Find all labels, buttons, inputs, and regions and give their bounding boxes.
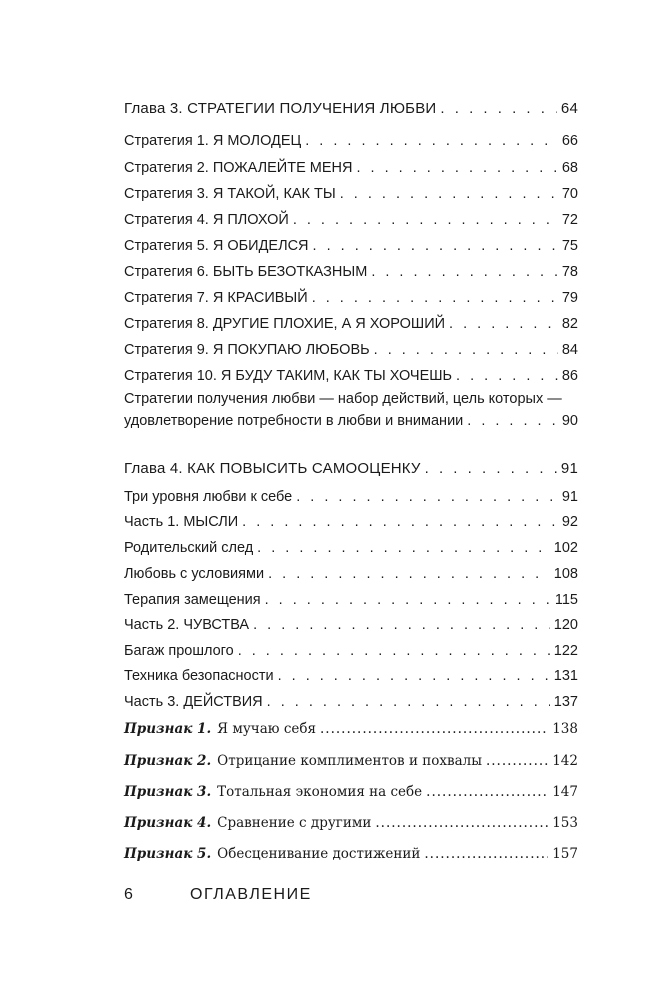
dot-leader <box>268 566 550 582</box>
toc-entry <box>124 413 578 429</box>
dot-leader <box>440 100 556 117</box>
chapter-title: Глава 4. КАК ПОВЫСИТЬ САМООЦЕНКУ <box>124 460 421 477</box>
dot-leader <box>375 815 548 831</box>
toc-entry <box>124 186 578 202</box>
chapter-3-heading <box>124 100 578 117</box>
entry-title-line1: Стратегии получения любви — набор действий, цель которых — <box>124 391 562 407</box>
sign-label: Признак 3. <box>124 784 212 800</box>
toc-entry <box>124 316 578 332</box>
dot-leader <box>371 264 558 280</box>
toc-entry <box>124 514 578 530</box>
footer-section-title: ОГЛАВЛЕНИЕ <box>190 886 312 903</box>
entry-title: Тотальная экономия на себе <box>217 784 423 800</box>
footer-page-number: 6 <box>124 886 133 903</box>
page-number: 147 <box>552 784 578 800</box>
entry-title: Терапия замещения <box>124 592 261 608</box>
entry-title-line2: удовлетворение потребности в любви и внимании <box>124 413 464 429</box>
chapter-4-heading <box>124 460 578 477</box>
sign-label: Признак 4. <box>124 815 212 831</box>
entry-title: Стратегия 6. БЫТЬ БЕЗОТКАЗНЫМ <box>124 264 368 280</box>
entry-title: Часть 2. ЧУВСТВА <box>124 617 250 633</box>
entry-title: Багаж прошлого <box>124 643 234 659</box>
toc-entry <box>124 133 578 149</box>
toc-entry <box>124 489 578 505</box>
page-number: 82 <box>561 316 578 332</box>
page-number: 131 <box>553 668 578 684</box>
toc-sign-entry <box>124 815 578 831</box>
page-number: 72 <box>561 212 578 228</box>
entry-title: Отрицание комплиментов и похвалы <box>217 753 482 769</box>
page-number: 122 <box>553 643 578 659</box>
dot-leader <box>253 617 550 633</box>
toc-entry <box>124 264 578 280</box>
page-number: 70 <box>561 186 578 202</box>
entry-title: Стратегия 4. Я ПЛОХОЙ <box>124 212 289 228</box>
toc-entry <box>124 290 578 306</box>
entry-title: Обесценивание достижений <box>217 846 421 862</box>
entry-title: Часть 3. ДЕЙСТВИЯ <box>124 694 263 710</box>
dot-leader <box>374 342 558 358</box>
toc-entry <box>124 160 578 176</box>
dot-leader <box>456 368 558 384</box>
dot-leader <box>356 160 557 176</box>
page-number: 64 <box>560 100 578 117</box>
toc-sign-entry <box>124 753 578 769</box>
dot-leader <box>305 133 558 149</box>
toc-entry <box>124 368 578 384</box>
entry-title: Стратегия 9. Я ПОКУПАЮ ЛЮБОВЬ <box>124 342 370 358</box>
dot-leader <box>257 540 550 556</box>
toc-entry-multiline <box>124 391 578 407</box>
entry-title: Стратегия 8. ДРУГИЕ ПЛОХИЕ, А Я ХОРОШИЙ <box>124 316 446 332</box>
dot-leader <box>426 784 548 800</box>
page-number: 120 <box>553 617 578 633</box>
entry-title: Стратегия 3. Я ТАКОЙ, КАК ТЫ <box>124 186 336 202</box>
entry-title: Техника безопасности <box>124 668 274 684</box>
dot-leader <box>296 489 558 505</box>
dot-leader <box>486 753 548 769</box>
page-number: 153 <box>552 815 578 831</box>
page-number: 79 <box>561 290 578 306</box>
toc-entry <box>124 342 578 358</box>
sign-label: Признак 1. <box>124 721 212 737</box>
page-number: 84 <box>561 342 578 358</box>
toc-sign-entry <box>124 784 578 800</box>
toc-entry <box>124 694 578 710</box>
page-number: 108 <box>553 566 578 582</box>
entry-title: Стратегия 2. ПОЖАЛЕЙТЕ МЕНЯ <box>124 160 353 176</box>
dot-leader <box>425 460 557 477</box>
entry-title: Часть 1. МЫСЛИ <box>124 514 239 530</box>
toc-entry <box>124 238 578 254</box>
entry-title: Сравнение с другими <box>217 815 372 831</box>
chapter-title: Глава 3. СТРАТЕГИИ ПОЛУЧЕНИЯ ЛЮБВИ <box>124 100 437 117</box>
entry-title: Стратегия 5. Я ОБИДЕЛСЯ <box>124 238 309 254</box>
entry-title: Стратегия 10. Я БУДУ ТАКИМ, КАК ТЫ ХОЧЕШЬ <box>124 368 453 384</box>
toc-entry <box>124 668 578 684</box>
page-number: 78 <box>561 264 578 280</box>
page-number: 102 <box>553 540 578 556</box>
page-number: 137 <box>553 694 578 710</box>
dot-leader <box>312 290 558 306</box>
entry-title: Стратегия 7. Я КРАСИВЫЙ <box>124 290 308 306</box>
page-number: 90 <box>561 413 578 429</box>
toc-entry <box>124 212 578 228</box>
dot-leader <box>320 721 548 737</box>
dot-leader <box>340 186 558 202</box>
toc-entry <box>124 566 578 582</box>
page-number: 138 <box>552 721 578 737</box>
toc-sign-entry <box>124 846 578 862</box>
dot-leader <box>449 316 558 332</box>
dot-leader <box>238 643 550 659</box>
dot-leader <box>313 238 558 254</box>
dot-leader <box>267 694 550 710</box>
toc-sign-entry <box>124 721 578 737</box>
page-number: 142 <box>552 753 578 769</box>
dot-leader <box>424 846 548 862</box>
toc-entry <box>124 592 578 608</box>
dot-leader <box>278 668 550 684</box>
page-number: 75 <box>561 238 578 254</box>
page-number: 68 <box>561 160 578 176</box>
dot-leader <box>293 212 558 228</box>
entry-title: Я мучаю себя <box>217 721 317 737</box>
sign-label: Признак 5. <box>124 846 212 862</box>
page-number: 66 <box>561 133 578 149</box>
toc-entry <box>124 617 578 633</box>
page-number: 91 <box>560 460 578 477</box>
dot-leader <box>265 592 551 608</box>
entry-title: Три уровня любви к себе <box>124 489 293 505</box>
entry-title: Родительский след <box>124 540 254 556</box>
toc-entry <box>124 540 578 556</box>
entry-title: Стратегия 1. Я МОЛОДЕЦ <box>124 133 302 149</box>
toc-entry <box>124 643 578 659</box>
page-number: 115 <box>554 592 578 608</box>
dot-leader <box>467 413 558 429</box>
page-number: 86 <box>561 368 578 384</box>
page-number: 91 <box>561 489 578 505</box>
page-number: 157 <box>552 846 578 862</box>
page-number: 92 <box>561 514 578 530</box>
sign-label: Признак 2. <box>124 753 212 769</box>
entry-title: Любовь с условиями <box>124 566 265 582</box>
dot-leader <box>242 514 558 530</box>
